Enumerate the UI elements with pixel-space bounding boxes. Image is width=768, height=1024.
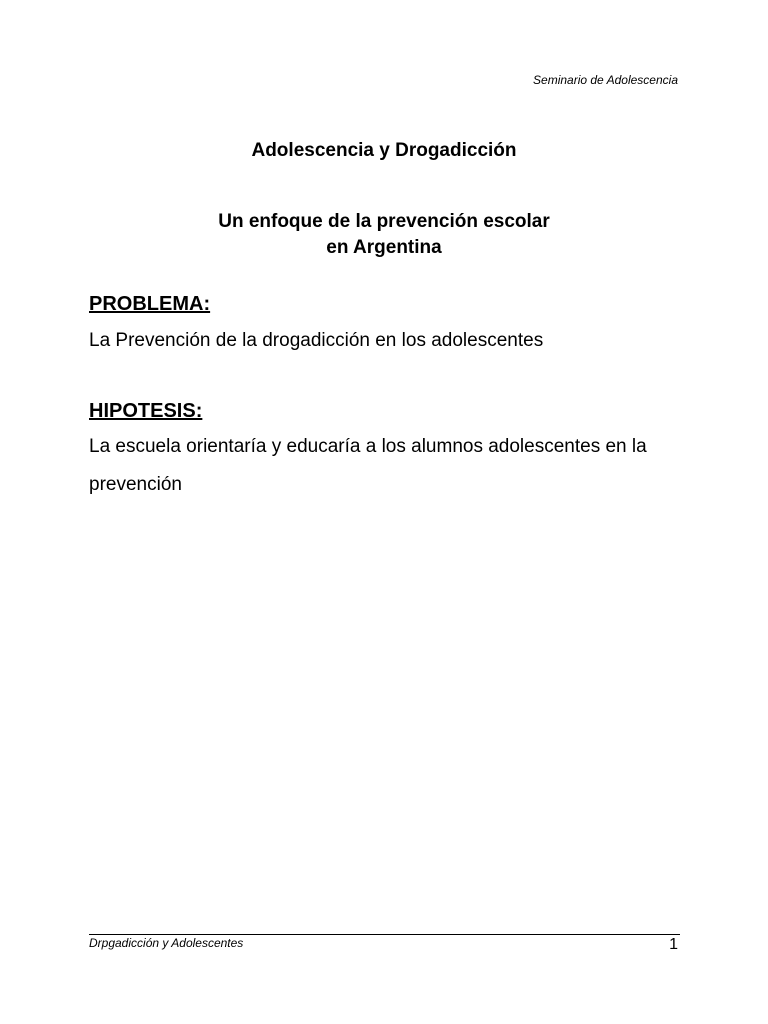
problema-heading: PROBLEMA: [89,293,211,315]
footer-divider [89,934,680,935]
document-subtitle-line1: Un enfoque de la prevención escolar [218,211,550,232]
document-title: Adolescencia y Drogadicción [251,140,517,161]
problema-text: La Prevención de la drogadicción en los adolescentes [89,330,544,351]
hipotesis-text: La escuela orientaría y educaría a los alumnos adolescentes en la prevención [89,436,647,495]
page-number: 1 [669,936,678,953]
running-footer: Drpgadicción y Adolescentes [89,936,244,950]
document-subtitle-line2: en Argentina [326,237,442,258]
running-header: Seminario de Adolescencia [533,73,678,87]
hipotesis-heading: HIPOTESIS: [89,400,203,422]
